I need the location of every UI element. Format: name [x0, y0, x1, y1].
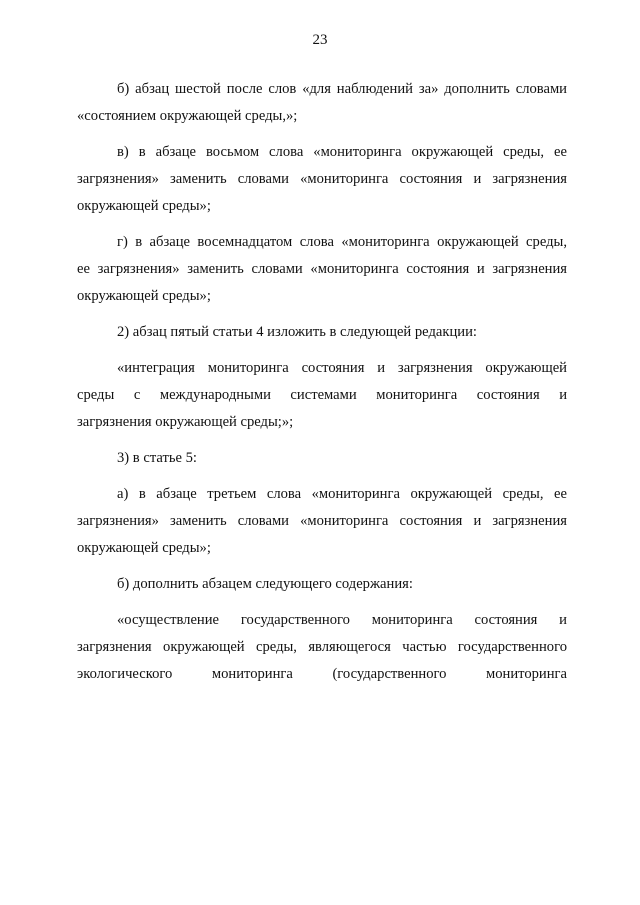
paragraph-line: «осуществление государственного мониторинга состояния и — [117, 612, 567, 628]
paragraph-line: среды с международными системами мониторинга состояния и — [77, 387, 567, 403]
paragraph-8 — [77, 571, 567, 598]
paragraph-line: загрязнения» заменить словами «мониторинга состояния и загрязнения — [77, 171, 567, 187]
paragraph-5 — [77, 355, 567, 436]
paragraph-7 — [77, 481, 567, 562]
paragraph-line: «интеграция мониторинга состояния и загрязнения окружающей — [117, 360, 567, 376]
paragraph-6 — [77, 445, 567, 472]
paragraph-2 — [77, 139, 567, 220]
paragraph-line: окружающей среды»; — [77, 540, 211, 556]
paragraph-1 — [77, 76, 567, 130]
paragraph-4 — [77, 319, 567, 346]
paragraph-line: в) в абзаце восьмом слова «мониторинга окружающей среды, ее — [117, 144, 567, 160]
paragraph-line: экологического мониторинга (государственного мониторинга — [77, 666, 567, 682]
paragraph-line: окружающей среды»; — [77, 198, 211, 214]
paragraph-line: а) в абзаце третьем слова «мониторинга окружающей среды, ее — [117, 486, 567, 502]
paragraph-9 — [77, 607, 567, 688]
paragraph-3 — [77, 229, 567, 310]
paragraph-line: загрязнения» заменить словами «мониторинга состояния и загрязнения — [77, 513, 567, 529]
paragraph-line: б) абзац шестой после слов «для наблюдений за» дополнить словами — [117, 81, 567, 97]
paragraph-line: 3) в статье 5: — [117, 450, 197, 466]
page-number: 23 — [312, 32, 328, 48]
paragraph-line: окружающей среды»; — [77, 288, 211, 304]
paragraph-line: загрязнения окружающей среды, являющегося частью государственного — [77, 639, 567, 655]
paragraph-line: «состоянием окружающей среды,»; — [77, 108, 298, 124]
document-body — [77, 76, 567, 697]
paragraph-line: загрязнения окружающей среды;»; — [77, 414, 294, 430]
paragraph-line: 2) абзац пятый статьи 4 изложить в следующей редакции: — [117, 324, 477, 340]
paragraph-line: г) в абзаце восемнадцатом слова «мониторинга окружающей среды, — [117, 234, 567, 250]
paragraph-line: б) дополнить абзацем следующего содержания: — [117, 576, 413, 592]
paragraph-line: ее загрязнения» заменить словами «мониторинга состояния и загрязнения — [77, 261, 567, 277]
